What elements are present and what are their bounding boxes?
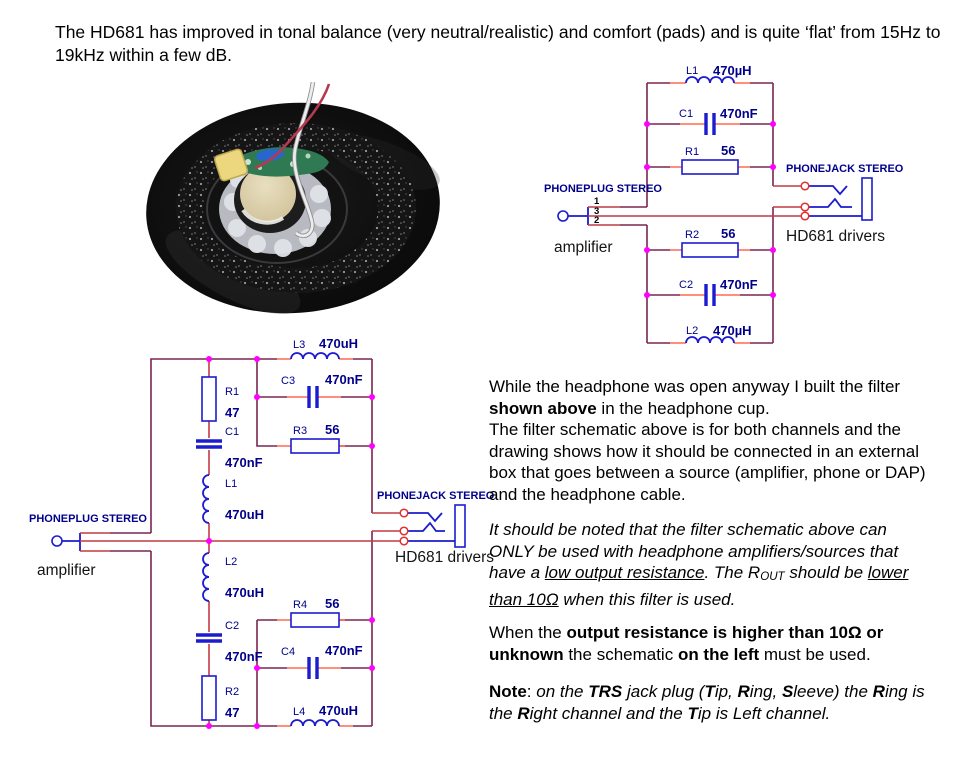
c4-ref: C4 <box>281 646 296 658</box>
phonejack-symbol <box>773 178 872 220</box>
capacitor-c3-symbol <box>309 386 317 408</box>
junction-dots <box>644 121 776 298</box>
c2-ref: C2 <box>225 620 240 632</box>
capacitor-c1-symbol <box>196 441 222 447</box>
l4-value: 470uH <box>319 703 359 718</box>
inductor-l2-symbol <box>203 553 209 601</box>
r2-value: 47 <box>225 705 240 720</box>
resistor-r4-symbol <box>291 613 339 627</box>
l1-ref: L1 <box>225 478 238 490</box>
headphone-cup-photo <box>133 82 463 332</box>
drivers-label: HD681 drivers <box>786 228 886 245</box>
c2-ref: C2 <box>679 279 694 291</box>
amplifier-label: amplifier <box>37 562 96 579</box>
l1-ref: L1 <box>686 65 699 77</box>
phoneplug-label: PHONEPLUG STEREO <box>544 183 662 195</box>
capacitor-c2-symbol <box>706 284 714 306</box>
note-paragraph-low-output-resistance: It should be noted that the filter schematic above can ONLY be used with headphone amplifiers/sources that have a low output resistance. The ROUT should be lower than 10Ω when this filter is used. <box>489 520 909 609</box>
phoneplug-symbol <box>52 533 400 551</box>
c1-value: 470nF <box>225 455 263 470</box>
l1-value: 470µH <box>713 63 752 78</box>
schematic-in-cup-filter <box>530 58 970 364</box>
headphone-cup-photo-svg <box>133 82 463 332</box>
c4-value: 470nF <box>325 643 363 658</box>
amplifier-label: amplifier <box>554 239 613 256</box>
note-paragraph-higher-resistance: When the output resistance is higher than 10Ω or unknown the schematic on the left must be used. <box>489 623 884 664</box>
r3-value: 56 <box>325 422 340 437</box>
notes-column <box>489 376 927 724</box>
schematic-external-filter <box>25 335 500 747</box>
r3-ref: R3 <box>293 425 308 437</box>
intro-paragraph: The HD681 has improved in tonal balance (very neutral/realistic) and comfort (pads) and is quite ‘flat’ from 15Hz to 19kHz within a few dB. <box>55 22 941 65</box>
r2-ref: R2 <box>685 229 700 241</box>
c2-value: 470nF <box>720 277 758 292</box>
inductor-l4-symbol <box>291 720 339 726</box>
r4-ref: R4 <box>293 599 308 611</box>
l2-ref: L2 <box>225 556 238 568</box>
note-paragraph-built-filter: While the headphone was open anyway I built the filter shown above in the headphone cup. <box>489 377 901 418</box>
c1-ref: C1 <box>679 108 694 120</box>
plug-pin-1: 1 <box>594 196 600 207</box>
inductor-l1-symbol <box>203 475 209 523</box>
r1-value: 47 <box>225 405 240 420</box>
note-paragraph-both-channels: The filter schematic above is for both channels and the drawing shows how it should be connected in an external box that goes between a source (amplifier, phone or DAP) and the headphone cable. <box>489 420 926 504</box>
capacitor-c1-symbol <box>706 113 714 135</box>
c1-value: 470nF <box>720 106 758 121</box>
r2-ref: R2 <box>225 686 240 698</box>
r4-value: 56 <box>325 596 340 611</box>
l2-value: 470uH <box>225 585 265 600</box>
plug-pin-2: 2 <box>594 215 600 226</box>
phonejack-label: PHONEJACK STEREO <box>786 163 904 175</box>
resistor-r3-symbol <box>291 439 339 453</box>
l2-value: 470µH <box>713 323 752 338</box>
l3-value: 470uH <box>319 336 359 351</box>
resistor-r2-symbol <box>682 243 738 257</box>
r2-value: 56 <box>721 226 736 241</box>
resistor-r1-symbol <box>682 160 738 174</box>
inductor-l3-symbol <box>291 353 339 359</box>
note-paragraph-trs: Note: on the TRS jack plug (Tip, Ring, Sleeve) the Ring is the Right channel and the Tip is Left channel. <box>489 682 925 723</box>
l1-value: 470uH <box>225 507 265 522</box>
r1-ref: R1 <box>685 146 700 158</box>
c3-ref: C3 <box>281 375 296 387</box>
drivers-label: HD681 drivers <box>395 549 495 566</box>
capacitor-c2-symbol <box>196 635 222 641</box>
r1-value: 56 <box>721 143 736 158</box>
l4-ref: L4 <box>293 706 306 718</box>
l2-ref: L2 <box>686 325 699 337</box>
c1-ref: C1 <box>225 426 240 438</box>
r1-ref: R1 <box>225 386 240 398</box>
resistor-r2-symbol <box>202 676 216 720</box>
phonejack-label: PHONEJACK STEREO <box>377 490 495 502</box>
resistor-r1-symbol <box>202 377 216 421</box>
c3-value: 470nF <box>325 372 363 387</box>
capacitor-c4-symbol <box>309 657 317 679</box>
phoneplug-label: PHONEPLUG STEREO <box>29 513 147 525</box>
l3-ref: L3 <box>293 339 306 351</box>
plug-pin-3: 3 <box>594 206 600 217</box>
c2-value: 470nF <box>225 649 263 664</box>
